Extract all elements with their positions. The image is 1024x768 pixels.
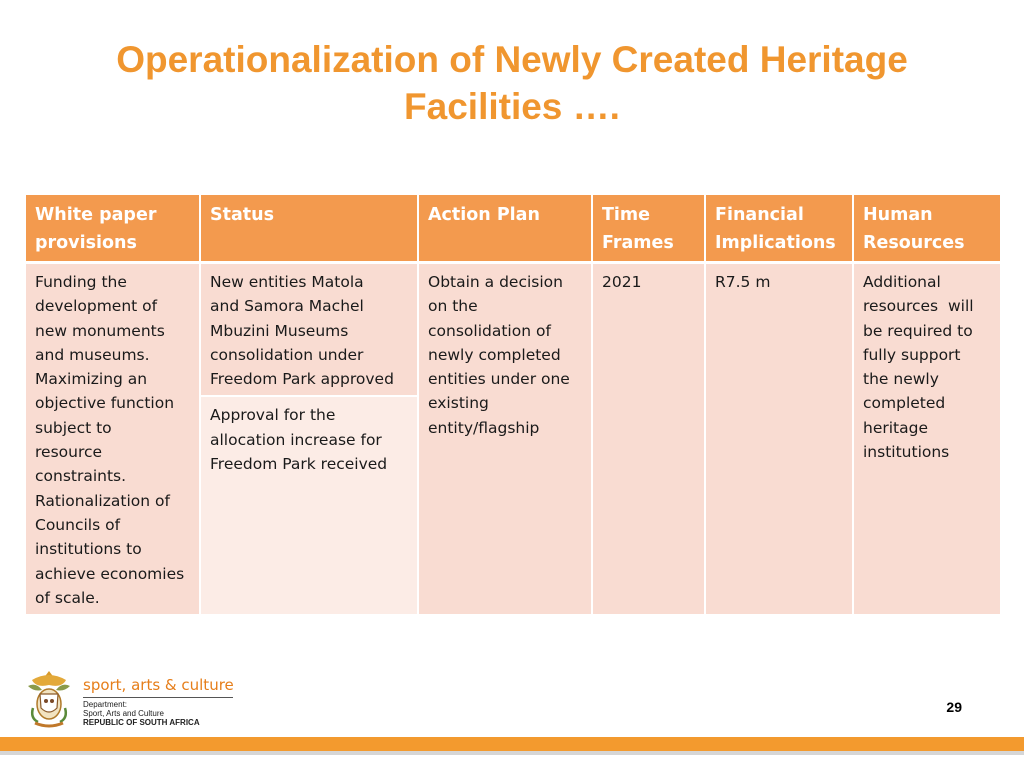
dept-line-3: REPUBLIC OF SOUTH AFRICA xyxy=(83,718,200,727)
header-financial-implications xyxy=(705,194,853,263)
cell-line: consolidation under xyxy=(210,345,364,364)
footer-gray-bar xyxy=(0,751,1024,755)
cell-line: and Samora Machel xyxy=(210,297,364,316)
cell-line: Frames xyxy=(602,233,674,253)
cell-line: Human xyxy=(863,205,933,225)
cell-line: Freedom Park approved xyxy=(210,370,394,389)
cell-line: Councils of xyxy=(35,515,121,534)
cell-line: Obtain a decision xyxy=(428,273,563,291)
cell-line: resources will xyxy=(863,297,974,316)
cell-line: objective function xyxy=(35,394,175,413)
heritage-table xyxy=(24,193,1002,616)
cell-line: Approval for the xyxy=(210,406,336,425)
title-line-1: Operationalization of Newly Created Heritage xyxy=(116,39,908,80)
header-status xyxy=(200,194,418,263)
cell-line: Mbuzini Museums xyxy=(210,321,349,340)
cell-line: Resources xyxy=(863,233,965,253)
cell-line: institutions xyxy=(863,443,950,462)
cell-line: development of xyxy=(35,297,158,316)
cell-line: institutions to xyxy=(35,540,142,559)
cell-line: Time xyxy=(602,205,651,225)
cell-line: completed xyxy=(863,394,946,413)
cell-line: resource xyxy=(35,443,103,462)
cell-action-plan xyxy=(418,263,592,616)
cell-line: Maximizing an xyxy=(35,370,148,389)
brand-wordmark: sport, arts & culture xyxy=(83,676,234,694)
cell-line: be required to xyxy=(863,321,973,340)
cell-line: Additional xyxy=(863,273,941,291)
cell-line: consolidation of xyxy=(428,321,551,340)
dept-line-2: Sport, Arts and Culture xyxy=(83,709,164,718)
table-header-row xyxy=(25,194,1001,263)
department-name xyxy=(83,700,200,727)
cell-line: Rationalization of xyxy=(35,491,170,510)
cell-line: heritage xyxy=(863,418,928,437)
cell-line: subject to xyxy=(35,418,112,437)
footer-orange-bar xyxy=(0,737,1024,751)
cell-line: R7.5 m xyxy=(715,273,771,291)
brand-divider xyxy=(83,697,233,698)
cell-line: new monuments xyxy=(35,321,165,340)
cell-line: Funding the xyxy=(35,273,127,291)
cell-line: of scale. xyxy=(35,588,100,607)
cell-line: New entities Matola xyxy=(210,273,364,291)
cell-line: Financial xyxy=(715,205,804,225)
cell-line: provisions xyxy=(35,233,137,253)
cell-time-frames xyxy=(592,263,705,616)
header-human-resources xyxy=(853,194,1001,263)
cell-line: on the xyxy=(428,297,478,316)
cell-status-2 xyxy=(200,396,418,615)
cell-line: achieve economies xyxy=(35,564,185,583)
cell-line: constraints. xyxy=(35,467,127,486)
dept-line-1: Department: xyxy=(83,700,128,709)
title-line-2: Facilities …. xyxy=(404,86,620,127)
cell-line: Action Plan xyxy=(428,205,540,225)
cell-line: newly completed xyxy=(428,345,561,364)
cell-financial xyxy=(705,263,853,616)
header-white-paper-provisions xyxy=(25,194,200,263)
cell-provisions xyxy=(25,263,200,616)
cell-line: White paper xyxy=(35,205,157,225)
table-row xyxy=(25,263,1001,397)
cell-line: allocation increase for xyxy=(210,430,382,449)
cell-line: and museums. xyxy=(35,345,150,364)
coat-of-arms-icon xyxy=(24,668,74,730)
cell-human-resources xyxy=(853,263,1001,616)
header-time-frames xyxy=(592,194,705,263)
cell-line: Freedom Park received xyxy=(210,455,388,474)
cell-line: entity/flagship xyxy=(428,418,540,437)
header-action-plan xyxy=(418,194,592,263)
department-logo xyxy=(24,666,264,732)
cell-line: entities under one xyxy=(428,370,570,389)
page-number: 29 xyxy=(946,699,962,715)
cell-line: 2021 xyxy=(602,273,642,291)
cell-line: Status xyxy=(210,205,275,225)
cell-line: Implications xyxy=(715,233,836,253)
slide-title xyxy=(60,36,964,130)
cell-status-1 xyxy=(200,263,418,397)
cell-line: the newly xyxy=(863,370,939,389)
cell-line: existing xyxy=(428,394,489,413)
cell-line: fully support xyxy=(863,345,961,364)
